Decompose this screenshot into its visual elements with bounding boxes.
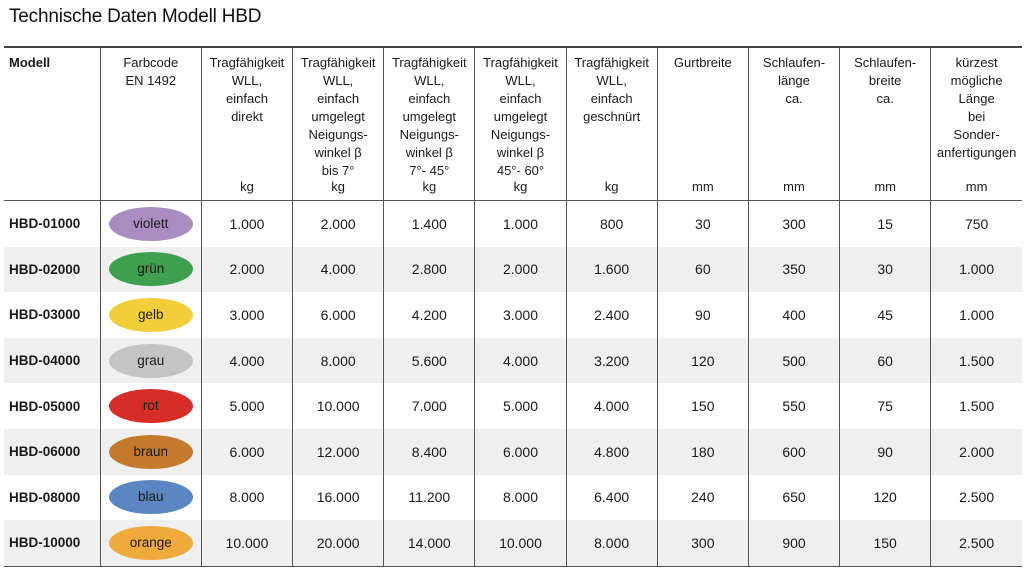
value-cell: 600 xyxy=(748,429,839,475)
value-cell: 1.000 xyxy=(931,247,1022,293)
model-cell: HBD-02000 xyxy=(4,247,100,293)
value-cell: 75 xyxy=(840,383,931,429)
value-cell: 2.000 xyxy=(293,201,384,247)
value-cell: 11.200 xyxy=(384,475,475,521)
color-code-cell xyxy=(100,292,201,338)
column-header-label: Tragfähigkeit WLL, einfach geschnürt xyxy=(574,55,649,124)
value-cell: 240 xyxy=(657,475,748,521)
model-cell: HBD-10000 xyxy=(4,520,100,566)
color-code-cell xyxy=(100,429,201,475)
column-header-label: Tragfähigkeit WLL, einfach umgelegt Neigungs- winkel β 7°- 45° xyxy=(391,55,467,178)
color-badge: gelb xyxy=(109,298,193,332)
value-cell: 1.000 xyxy=(475,201,566,247)
column-header xyxy=(657,47,748,201)
color-badge: violett xyxy=(109,207,193,241)
header-row xyxy=(4,47,1022,201)
value-cell: 400 xyxy=(748,292,839,338)
model-cell: HBD-01000 xyxy=(9,216,81,232)
column-header-label: Schlaufen- länge ca. xyxy=(762,55,826,106)
spec-table xyxy=(4,46,1022,567)
column-header-label: Gurtbreite xyxy=(673,55,732,70)
value-cell: 1.600 xyxy=(566,247,657,293)
column-header-label: Tragfähigkeit WLL, einfach umgelegt Neigungs- winkel β bis 7° xyxy=(300,55,376,178)
column-header-label: Farbcode EN 1492 xyxy=(123,55,179,88)
value-cell: 1.400 xyxy=(384,201,475,247)
column-header xyxy=(293,47,384,201)
value-cell: 6.000 xyxy=(201,429,292,475)
value-cell: 4.000 xyxy=(201,338,292,384)
column-unit: mm xyxy=(965,179,988,194)
column-header xyxy=(4,47,100,201)
column-header xyxy=(201,47,292,201)
column-header-label: Tragfähigkeit WLL, einfach umgelegt Neigungs- winkel β 45°- 60° xyxy=(483,55,558,178)
value-cell: 800 xyxy=(566,201,657,247)
column-header-label: Schlaufen- breite ca. xyxy=(854,55,917,106)
column-unit: kg xyxy=(604,179,619,194)
value-cell: 4.200 xyxy=(384,292,475,338)
table-row xyxy=(4,383,1022,429)
value-cell: 750 xyxy=(931,201,1022,247)
color-badge: orange xyxy=(109,526,193,560)
value-cell: 180 xyxy=(657,429,748,475)
value-cell: 8.000 xyxy=(201,475,292,521)
column-unit: kg xyxy=(422,179,437,194)
value-cell: 6.400 xyxy=(566,475,657,521)
value-cell: 7.000 xyxy=(384,383,475,429)
column-unit: kg xyxy=(331,179,345,194)
value-cell: 150 xyxy=(657,383,748,429)
column-header-label: Tragfähigkeit WLL, einfach direkt xyxy=(209,55,285,124)
value-cell: 1.500 xyxy=(931,383,1022,429)
value-cell: 2.500 xyxy=(931,475,1022,521)
column-unit: kg xyxy=(513,179,528,194)
value-cell: 2.800 xyxy=(384,247,475,293)
column-header xyxy=(384,47,475,201)
value-cell: 16.000 xyxy=(293,475,384,521)
column-unit: mm xyxy=(691,179,714,194)
column-header xyxy=(475,47,566,201)
value-cell: 90 xyxy=(840,429,931,475)
value-cell: 4.000 xyxy=(566,383,657,429)
value-cell: 12.000 xyxy=(293,429,384,475)
page-title: Technische Daten Modell HBD xyxy=(9,6,262,27)
value-cell: 14.000 xyxy=(384,520,475,566)
column-header-label: kürzest mögliche Länge bei Sonder- anfertigungen xyxy=(936,55,1017,160)
column-unit: mm xyxy=(783,179,805,194)
color-badge: blau xyxy=(109,480,193,514)
table-row xyxy=(4,338,1022,384)
column-header xyxy=(748,47,839,201)
value-cell: 60 xyxy=(840,338,931,384)
value-cell: 1.500 xyxy=(931,338,1022,384)
value-cell: 650 xyxy=(748,475,839,521)
value-cell: 5.000 xyxy=(475,383,566,429)
value-cell: 8.400 xyxy=(384,429,475,475)
color-badge: braun xyxy=(109,435,193,469)
table-row xyxy=(4,201,1022,247)
column-unit: kg xyxy=(240,179,254,194)
value-cell: 8.000 xyxy=(566,520,657,566)
table-body xyxy=(4,201,1022,567)
value-cell: 550 xyxy=(748,383,839,429)
value-cell: 2.500 xyxy=(931,520,1022,566)
value-cell: 30 xyxy=(657,201,748,247)
color-code-cell xyxy=(100,383,201,429)
table-row xyxy=(4,429,1022,475)
value-cell: 3.000 xyxy=(201,292,292,338)
value-cell: 6.000 xyxy=(475,429,566,475)
model-cell: HBD-03000 xyxy=(9,307,81,323)
table-row xyxy=(4,292,1022,338)
value-cell: 4.000 xyxy=(293,247,384,293)
value-cell: 300 xyxy=(748,201,839,247)
value-cell: 8.000 xyxy=(293,338,384,384)
value-cell: 3.000 xyxy=(475,292,566,338)
value-cell: 350 xyxy=(748,247,839,293)
value-cell: 120 xyxy=(657,338,748,384)
value-cell: 2.000 xyxy=(201,247,292,293)
value-cell: 90 xyxy=(657,292,748,338)
value-cell: 4.800 xyxy=(566,429,657,475)
value-cell: 500 xyxy=(748,338,839,384)
value-cell: 120 xyxy=(840,475,931,521)
value-cell: 45 xyxy=(840,292,931,338)
model-cell: HBD-06000 xyxy=(4,429,100,475)
model-cell: HBD-05000 xyxy=(9,398,81,414)
value-cell: 2.000 xyxy=(931,429,1022,475)
column-header xyxy=(100,47,201,201)
color-badge: grau xyxy=(109,344,193,378)
value-cell: 30 xyxy=(840,247,931,293)
value-cell: 10.000 xyxy=(293,383,384,429)
table-row xyxy=(4,475,1022,521)
column-unit: mm xyxy=(874,179,896,194)
value-cell: 10.000 xyxy=(201,520,292,566)
column-header xyxy=(566,47,657,201)
value-cell: 1.000 xyxy=(201,201,292,247)
value-cell: 150 xyxy=(840,520,931,566)
color-code-cell xyxy=(100,520,201,566)
model-cell: HBD-08000 xyxy=(9,489,81,505)
value-cell: 5.600 xyxy=(384,338,475,384)
value-cell: 300 xyxy=(657,520,748,566)
value-cell: 6.000 xyxy=(293,292,384,338)
value-cell: 10.000 xyxy=(475,520,566,566)
column-header-label: Modell xyxy=(9,55,51,70)
value-cell: 15 xyxy=(840,201,931,247)
color-code-cell xyxy=(100,201,201,247)
value-cell: 1.000 xyxy=(931,292,1022,338)
color-badge: grün xyxy=(109,252,193,286)
model-cell: HBD-04000 xyxy=(4,338,100,384)
value-cell: 8.000 xyxy=(475,475,566,521)
value-cell: 900 xyxy=(748,520,839,566)
value-cell: 2.000 xyxy=(475,247,566,293)
value-cell: 2.400 xyxy=(566,292,657,338)
color-code-cell xyxy=(100,247,201,293)
color-code-cell xyxy=(100,475,201,521)
value-cell: 5.000 xyxy=(201,383,292,429)
value-cell: 4.000 xyxy=(475,338,566,384)
value-cell: 60 xyxy=(657,247,748,293)
value-cell: 3.200 xyxy=(566,338,657,384)
color-code-cell xyxy=(100,338,201,384)
column-header xyxy=(931,47,1022,201)
column-header xyxy=(840,47,931,201)
value-cell: 20.000 xyxy=(293,520,384,566)
color-badge: rot xyxy=(109,389,193,423)
table-row xyxy=(4,520,1022,566)
table-row xyxy=(4,247,1022,293)
